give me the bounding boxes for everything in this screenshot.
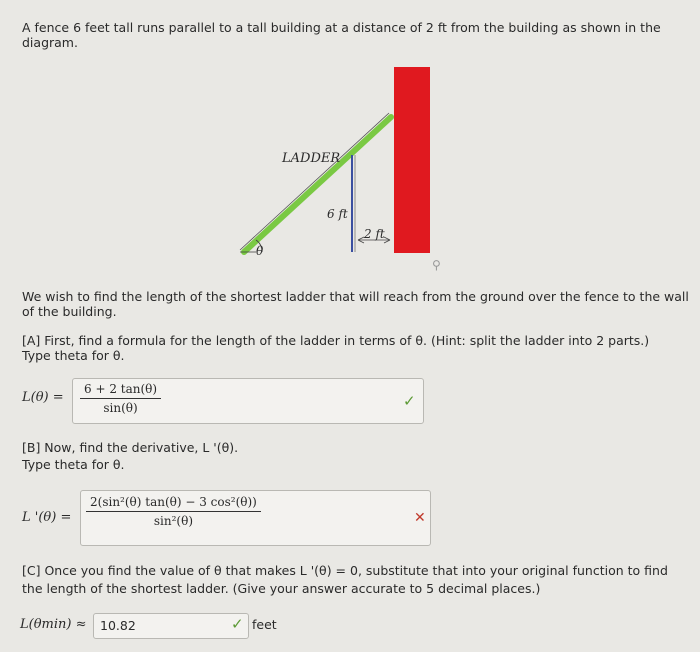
part-b-hint: Type theta for θ. <box>22 457 125 472</box>
fence-ladder-diagram <box>0 0 700 300</box>
part-a-numerator: 6 + 2 tan(θ) <box>80 382 161 399</box>
part-c-lhs: L(θmin) ≈ <box>20 617 87 632</box>
part-a-fraction <box>80 382 161 415</box>
part-b-numerator: 2(sin²(θ) tan(θ) − 3 cos²(θ)) <box>86 495 261 512</box>
part-b-fraction <box>86 495 261 528</box>
part-c-unit: feet <box>252 617 277 632</box>
part-b-cross-icon: ✕ <box>414 510 426 526</box>
part-c-answer-value: 10.82 <box>100 618 136 633</box>
ladder-label: LADDER <box>282 151 341 166</box>
zoom-icon[interactable]: ⚲ <box>432 258 441 272</box>
part-b-denominator: sin²(θ) <box>153 514 193 528</box>
part-c-check-icon: ✓ <box>231 615 244 633</box>
part-a-denominator: sin(θ) <box>103 401 138 415</box>
angle-label: θ <box>256 244 264 258</box>
part-a-lhs: L(θ) = <box>22 390 64 405</box>
goal-line-1: We wish to find the length of the shortest ladder that will reach from the ground over the fence to the wall <box>22 289 689 304</box>
part-a-hint: Type theta for θ. <box>22 348 125 363</box>
intro-line-1: A fence 6 feet tall runs parallel to a tall building at a distance of 2 ft from the building as shown in the <box>22 20 661 35</box>
part-b-lhs: L '(θ) = <box>22 510 72 525</box>
intro-line-2: diagram. <box>22 35 78 50</box>
part-b-prompt: [B] Now, find the derivative, L '(θ). <box>22 440 239 455</box>
part-a-prompt: [A] First, find a formula for the length of the ladder in terms of θ. (Hint: split the ladder into 2 parts.) <box>22 333 650 348</box>
gap-label: 2 ft <box>364 227 385 241</box>
part-c-prompt: [C] Once you find the value of θ that makes L '(θ) = 0, substitute that into your original function to find <box>22 563 668 578</box>
building <box>394 67 430 253</box>
part-c-hint: the length of the shortest ladder. (Give your answer accurate to 5 decimal places.) <box>22 581 541 596</box>
part-a-check-icon: ✓ <box>403 392 416 410</box>
fence-height-label: 6 ft <box>327 207 348 221</box>
goal-line-2: of the building. <box>22 304 117 319</box>
